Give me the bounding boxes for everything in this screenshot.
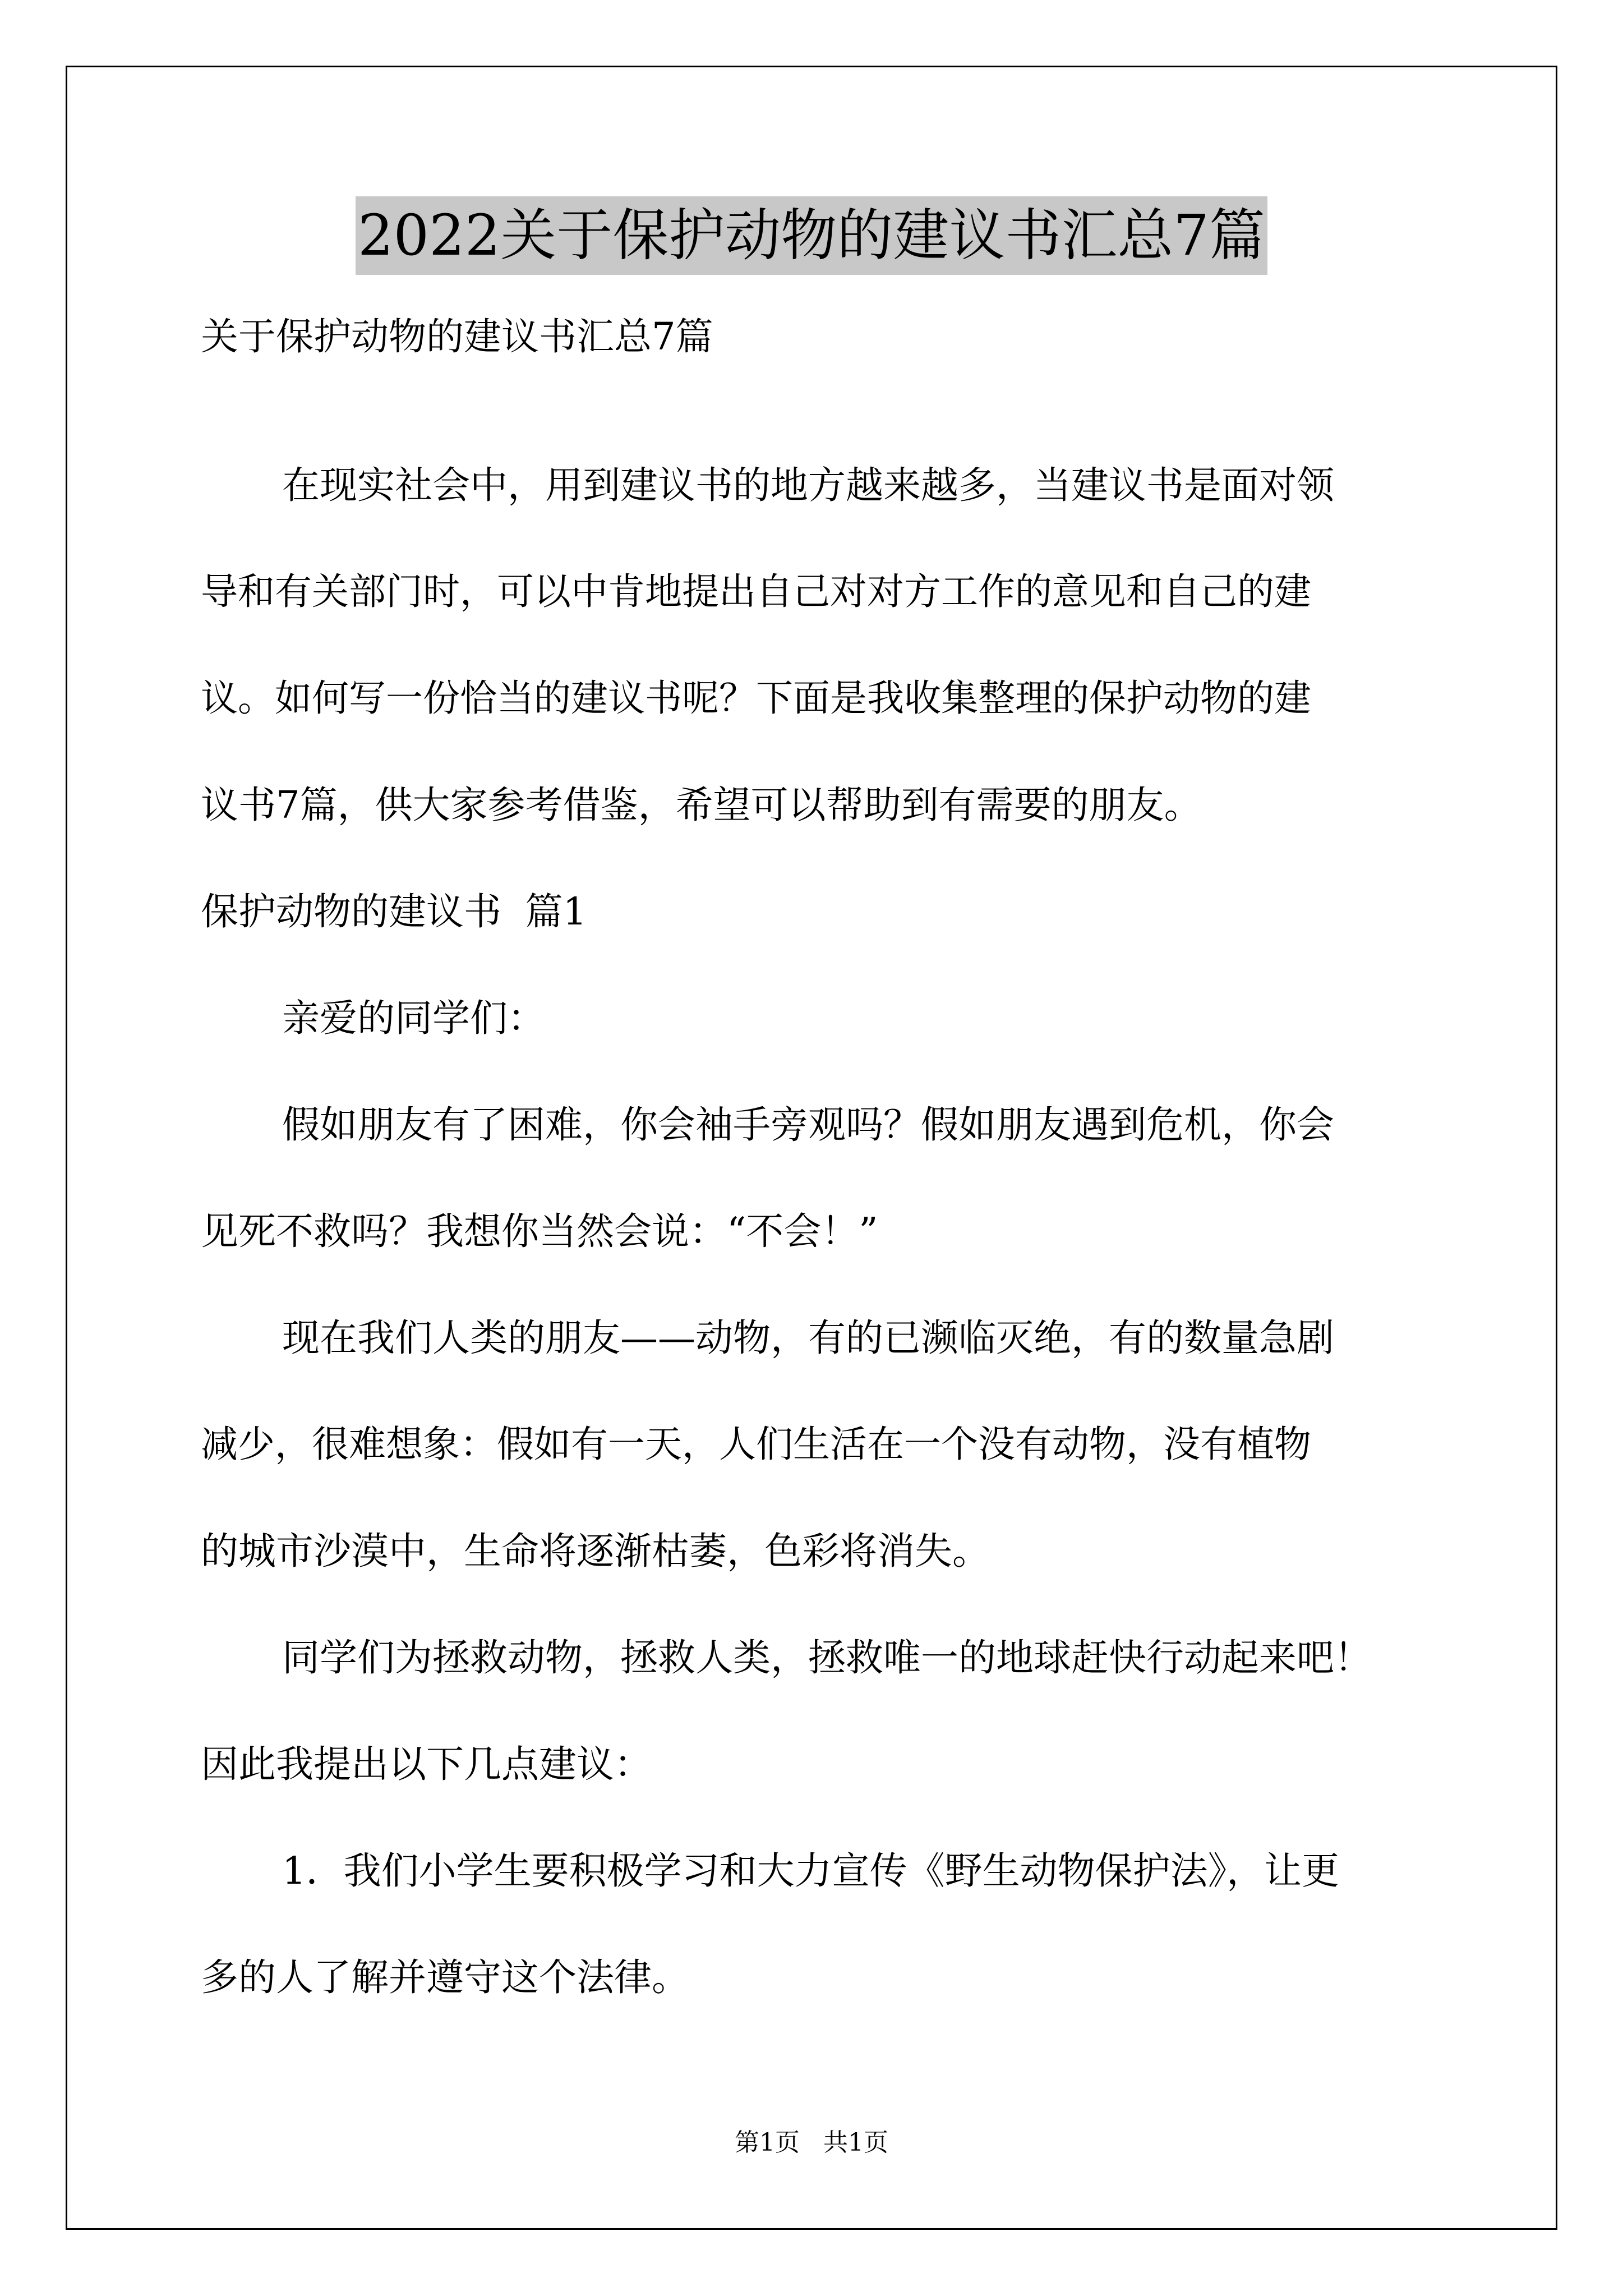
- para4-line-2: 多的人了解并遵守这个法律。: [201, 1955, 689, 1999]
- title-block: [0, 196, 1623, 275]
- intro-line-1: 在现实社会中，用到建议书的地方越来越多，当建议书是面对领: [282, 463, 1334, 507]
- greeting: 亲爱的同学们：: [282, 996, 545, 1040]
- intro-line-3: 议。如何写一份恰当的建议书呢？下面是我收集整理的保护动物的建: [201, 677, 1311, 720]
- para1-line-2: 见死不救吗？我想你当然会说：“不会！”: [201, 1209, 878, 1253]
- page-number-footer: 第1页 共1页: [735, 2128, 888, 2157]
- intro-line-2: 导和有关部门时，可以中肯地提出自己对对方工作的意见和自己的建: [201, 570, 1311, 613]
- section-heading: 保护动物的建议书 篇1: [201, 890, 587, 933]
- para2-line-2: 减少，很难想象：假如有一天，人们生活在一个没有动物，没有植物: [201, 1423, 1311, 1466]
- para2-line-1: 现在我们人类的朋友——动物，有的已濒临灭绝，有的数量急剧: [282, 1316, 1334, 1360]
- para4-line-1: 1．我们小学生要积极学习和大力宣传《野生动物保护法》，让更: [282, 1849, 1340, 1893]
- para3-line-1: 同学们为拯救动物，拯救人类，拯救唯一的地球赶快行动起来吧！: [282, 1636, 1372, 1680]
- document-subtitle: 关于保护动物的建议书汇总7篇: [201, 315, 713, 358]
- document-title: 2022关于保护动物的建议书汇总7篇: [356, 196, 1267, 275]
- para1-line-1: 假如朋友有了困难，你会袖手旁观吗？假如朋友遇到危机，你会: [282, 1103, 1334, 1147]
- para3-line-2: 因此我提出以下几点建议：: [201, 1742, 652, 1786]
- intro-line-4: 议书7篇，供大家参考借鉴，希望可以帮助到有需要的朋友。: [201, 783, 1202, 827]
- para2-line-3: 的城市沙漠中，生命将逐渐枯萎，色彩将消失。: [201, 1529, 990, 1573]
